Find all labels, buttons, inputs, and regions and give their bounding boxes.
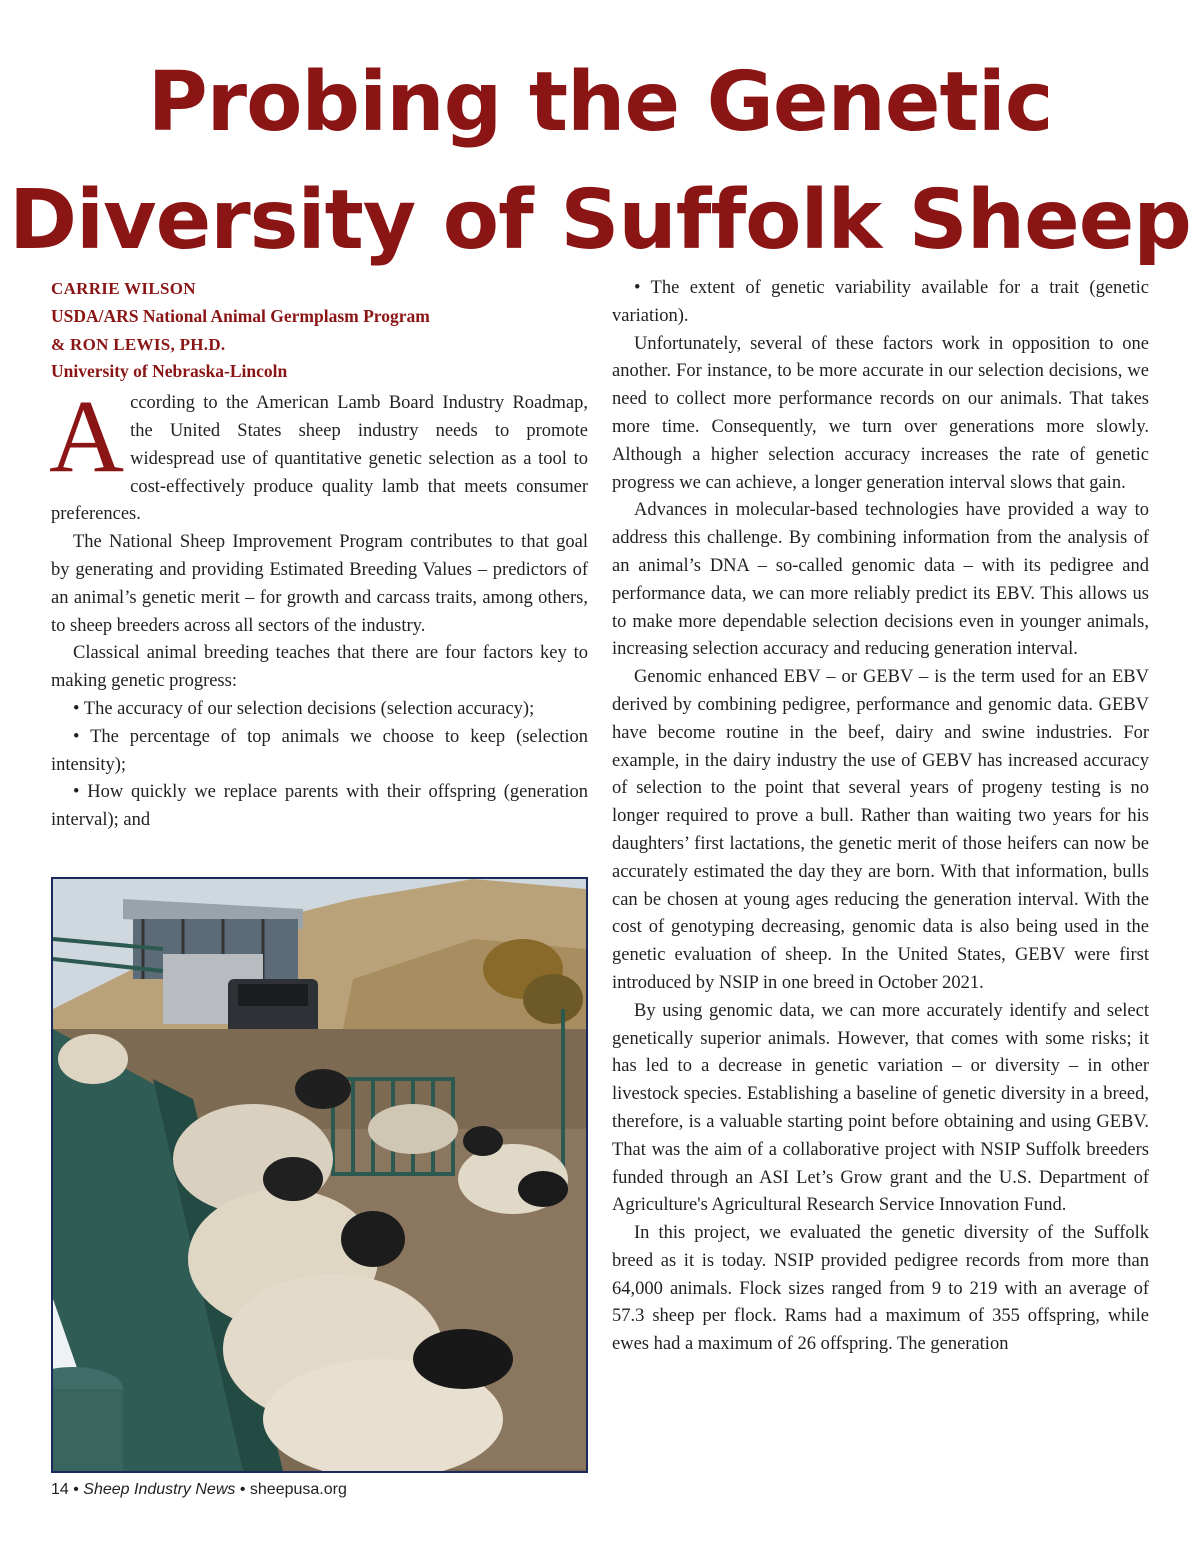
intro-text: ccording to the American Lamb Board Industry Roadmap, the United States sheep industry needs to promote widespread use of quantitative genetic selection as a tool to cost-effectively produce quality lamb that meets consumer preferences. [51,393,588,525]
paragraph: Unfortunately, several of these factors work in opposition to one another. For instance, to be more accurate in our selection decisions, we need to collect more performance records on our animals. That takes more time. Consequently, we turn over generations more slowly. Although a higher selection accuracy increases the rate of genetic progress we can achieve, a longer generation interval slows that gain. [612,333,1149,493]
byline [51,275,588,386]
paragraph: By using genomic data, we can more accurately identify and select genetically superior animals. However, that comes with some risks; it has led to a decrease in genetic variation – or diversity – in other livestock species. Establishing a baseline of genetic diversity in a breed, therefore, is a valuable starting point before obtaining and using GEBV. That was the aim of a collaborative project with NSIP Suffolk breeders funded through an ASI Let’s Grow grant and the U.S. Department of Agriculture's Agricultural Research Service Innovation Fund. [612,1000,1149,1216]
bullet-item: • The extent of genetic variability available for a trait (genetic variation). [612,278,1149,326]
magazine-name: Sheep Industry News [83,1481,236,1498]
bullet-item: • How quickly we replace parents with their offspring (generation interval); and [51,782,588,831]
footer-separator: • [239,1481,246,1498]
intro-paragraph [49,379,588,529]
bullet-item: • The accuracy of our selection decisions (selection accuracy); [73,698,535,719]
left-column [51,275,588,835]
right-column [612,275,1149,1359]
bullet-item: • The percentage of top animals we choose to keep (selection intensity); [51,726,588,775]
author-2: & RON LEWIS, PH.D. [51,334,226,354]
paragraph: The National Sheep Improvement Program contributes to that goal by generating and providing Estimated Breeding Values – predictors of an animal’s genetic merit – for growth and carcass traits, among others, to sheep breeders across all sectors of the industry. [51,532,588,636]
page-footer [51,1481,347,1499]
sheep-photo [51,877,588,1473]
paragraph: Genomic enhanced EBV – or GEBV – is the term used for an EBV derived by combining pedigree, performance and genomic data. GEBV have become routine in the beef, dairy and swine industries. For example, in the dairy industry the use of GEBV has increased accuracy of selection to the point that several years of progeny testing is no longer required to prove a bull. Rather than waiting two years for his daughters’ first lactations, the genetic merit of those heifers can now be accurately estimated the day they are born. With that information, bulls can be chosen at young ages reducing the generation interval. With the cost of genotyping decreasing, genomic data is also being used in the genetic evaluation of sheep. In the United States, GEBV were first introduced by NSIP in one breed in October 2021. [612,667,1149,993]
title-line-2: Diversity of Suffolk Sheep [8,173,1192,268]
affiliation-2: University of Nebraska-Lincoln [51,361,288,382]
article-title [0,44,1200,280]
drop-cap: A [49,379,125,495]
paragraph: Classical animal breeding teaches that there are four factors key to making genetic progress: [51,643,588,692]
paragraph: In this project, we evaluated the genetic diversity of the Suffolk breed as it is today. NSIP provided pedigree records from more than 64,000 animals. Flock sizes ranged from 9 to 219 with an average of 57.3 sheep per flock. Rams had a maximum of 355 offspring, while ewes had a maximum of 26 offspring. The generation [612,1223,1149,1355]
affiliation-1: USDA/ARS National Animal Germplasm Program [51,305,430,326]
paragraph: Advances in molecular-based technologies have provided a way to address this challenge. By combining information from the analysis of an animal’s DNA – so-called genomic data – with its pedigree and performance data, we can more reliably predict its EBV. This allows us to make more dependable selection decisions even in younger animals, increasing selection accuracy and reducing generation interval. [612,500,1149,660]
author-1: CARRIE WILSON [51,279,196,298]
page-number: 14 • [51,1481,79,1498]
website-link[interactable]: sheepusa.org [249,1481,347,1498]
title-line-1: Probing the Genetic [147,55,1053,150]
